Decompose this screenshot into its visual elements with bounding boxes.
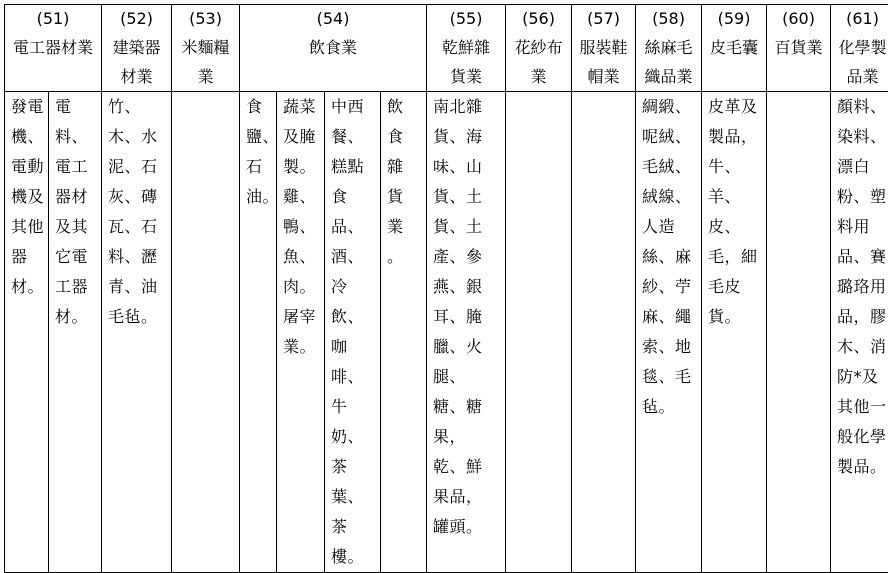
header-name: 皮毛囊: [708, 33, 760, 62]
header-name: 百貨業: [773, 33, 824, 62]
header-number: (60): [773, 5, 824, 33]
header-number: (54): [246, 5, 420, 33]
header-name: 電工器材業: [11, 33, 95, 62]
header-row: [5, 5, 888, 92]
header-cell-56: [506, 5, 572, 92]
header-cell-61: [831, 5, 888, 92]
header-name: 飲食業: [246, 33, 420, 62]
header-cell-57: [572, 5, 636, 92]
header-cell-55: [427, 5, 506, 92]
header-number: (61): [837, 5, 888, 33]
cell-54-food-sundries: 飲 食 雜 貨 業 。: [381, 92, 427, 573]
header-name: 乾鮮雜 貨業: [433, 33, 499, 91]
header-name: 絲麻毛 織品業: [642, 33, 695, 91]
industry-table: [4, 4, 888, 573]
cell-54-vegetables-meat: 蔬菜 及腌 製。 雞、 鴨、 魚、 肉。 屠宰 業。: [277, 92, 325, 573]
header-number: (59): [708, 5, 760, 33]
header-name: 花紗布 業: [512, 33, 565, 91]
header-name: 化學製 品業: [837, 33, 888, 91]
cell-51-power-equipment: 發電 機、 電動 機及 其他 器 材。: [5, 92, 49, 573]
body-row: [5, 92, 888, 573]
cell-56-cotton-yarn-cloth: [506, 92, 572, 573]
header-cell-52: [102, 5, 172, 92]
header-name: 米麵糧 業: [178, 33, 233, 91]
header-number: (51): [11, 5, 95, 33]
header-number: (56): [512, 5, 565, 33]
cell-53-rice-flour-grain: [172, 92, 240, 573]
cell-51-electrical-materials: 電 料、 電工 器材 及其 它電 工器 材。: [49, 92, 102, 573]
header-cell-53: [172, 5, 240, 92]
header-cell-60: [767, 5, 831, 92]
header-cell-58: [636, 5, 702, 92]
header-number: (57): [578, 5, 629, 33]
cell-58-textiles: 綢緞、 呢絨、 毛絨、 絨線、 人造 絲、麻 紗、苧 麻、繩 索、地 毯、毛 毡。: [636, 92, 702, 573]
cell-54-restaurants-drinks: 中西 餐、 糕點 食 品、 酒、 冷 飲、 咖 啡、 牛 奶、 茶 葉、 茶 樓。: [325, 92, 381, 573]
header-cell-54: [240, 5, 427, 92]
cell-60-department-store: [767, 92, 831, 573]
header-name: 建築器 材業: [108, 33, 165, 91]
header-number: (58): [642, 5, 695, 33]
cell-57-clothing-shoes-hats: [572, 92, 636, 573]
header-cell-59: [702, 5, 767, 92]
header-number: (52): [108, 5, 165, 33]
header-cell-51: [5, 5, 102, 92]
header-name: 服裝鞋 帽業: [578, 33, 629, 91]
header-number: (53): [178, 5, 233, 33]
cell-55-dry-fresh-goods: 南北雜 貨、海 味、山 貨、土 貨、土 產、參 燕、銀 耳、腌 臘、火 腿、 糖、糖 果， 乾、鮮 果品， 罐頭。: [427, 92, 506, 573]
cell-61-chemical-products: 顏料、 染料、 漂白 粉、塑 料用 品、賽 璐珞用 品，膠 木、消 防*及 其他一 般化學 製品。: [831, 92, 888, 573]
cell-52-building-materials: 竹、 木、水 泥、石 灰、磚 瓦、石 料、瀝 青、油 毛毡。: [102, 92, 172, 573]
header-number: (55): [433, 5, 499, 33]
cell-54-salt-oil: 食 鹽、 石 油。: [240, 92, 277, 573]
cell-59-leather-fur: 皮革及 製品， 牛、 羊、 皮、 毛，細 毛皮 貨。: [702, 92, 767, 573]
